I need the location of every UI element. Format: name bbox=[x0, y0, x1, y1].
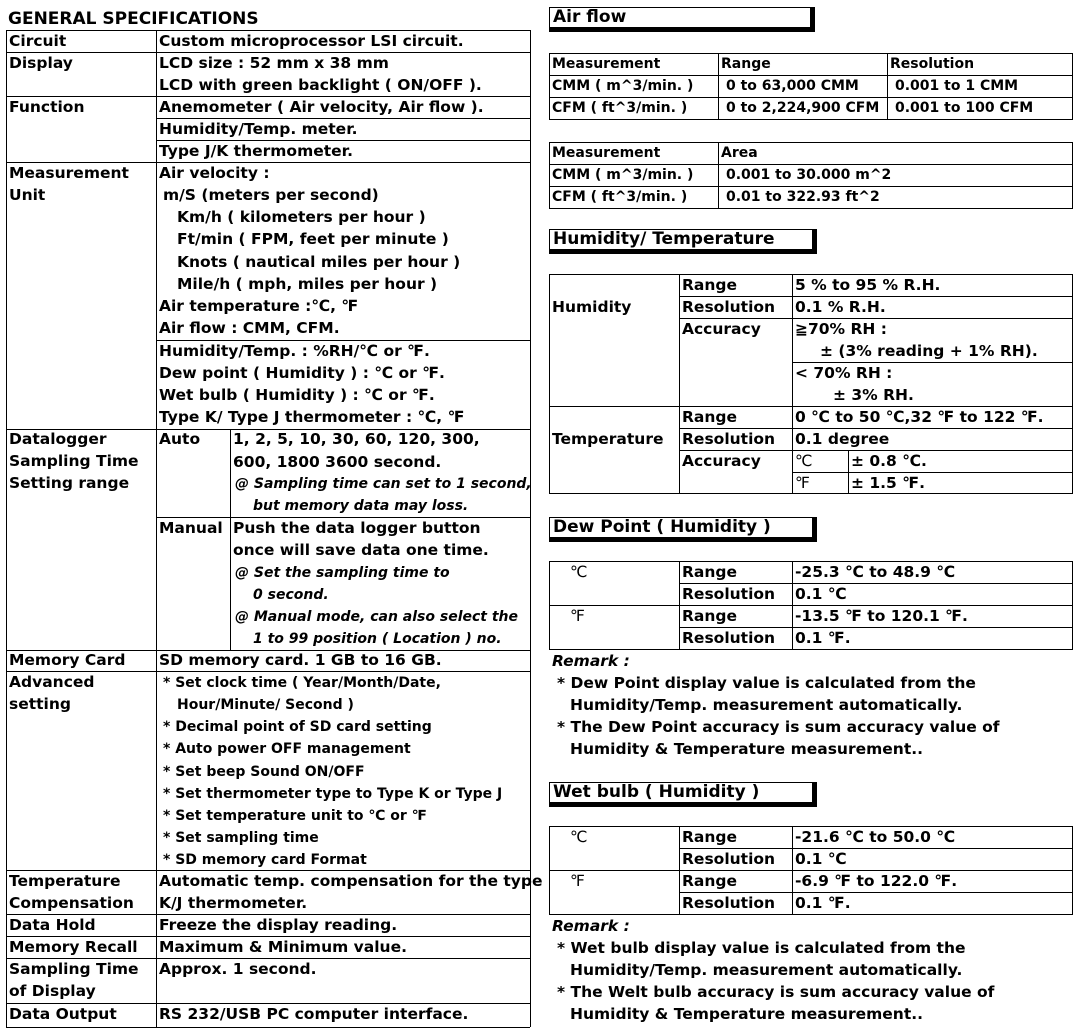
value-unit-6: Mile/h ( mph, miles per hour ) bbox=[177, 275, 438, 293]
wet-f-unit: ℉ bbox=[570, 872, 585, 890]
temperature-acc-f: ± 1.5 ℉. bbox=[851, 474, 925, 492]
value-advanced-8: * Set sampling time bbox=[163, 830, 319, 846]
humidity-acc-1: ≧70% RH : bbox=[795, 320, 887, 338]
humidity-label: Humidity bbox=[552, 298, 632, 316]
cmm-range: 0 to 63,000 CMM bbox=[726, 78, 859, 94]
value-unit-8: Air flow : CMM, CFM. bbox=[159, 319, 340, 337]
wet-remark-3: * The Welt bulb accuracy is sum accuracy value of bbox=[557, 983, 995, 1001]
wet-bulb-header: Wet bulb ( Humidity ) bbox=[549, 782, 817, 807]
label-sampling-time-display: Sampling Time of Display bbox=[9, 960, 139, 1000]
dew-c-range: -25.3 ℃ to 48.9 ℃ bbox=[795, 563, 956, 581]
wet-remark-1: * Wet bulb display value is calculated from the bbox=[557, 939, 966, 957]
general-specs-title: GENERAL SPECIFICATIONS bbox=[8, 9, 259, 29]
datalogger-manual-note-1: @ Set the sampling time to bbox=[235, 565, 450, 581]
cfm-resolution: 0.001 to 100 CFM bbox=[895, 100, 1034, 116]
dew-remark-3: * The Dew Point accuracy is sum accuracy value of bbox=[557, 718, 1000, 736]
value-unit-5: Knots ( nautical miles per hour ) bbox=[177, 253, 461, 271]
dew-c-res-label: Resolution bbox=[682, 585, 776, 603]
wet-remark-2: Humidity/Temp. measurement automatically. bbox=[570, 961, 963, 979]
value-data-hold: Freeze the display reading. bbox=[159, 916, 398, 934]
temperature-acc-c: ± 0.8 ℃. bbox=[851, 452, 927, 470]
value-display-1: LCD size : 52 mm x 38 mm bbox=[159, 54, 389, 72]
value-unit-4: Ft/min ( FPM, feet per minute ) bbox=[177, 230, 449, 248]
wet-remark-title: Remark : bbox=[552, 917, 630, 935]
value-advanced-1: * Set clock time ( Year/Month/Date, bbox=[163, 675, 441, 691]
dew-c-res: 0.1 ℃ bbox=[795, 585, 847, 603]
datalogger-auto-label: Auto bbox=[159, 430, 201, 448]
humidity-temp-header: Humidity/ Temperature bbox=[549, 229, 817, 254]
dew-remark-title: Remark : bbox=[552, 652, 630, 670]
dew-c-unit: ℃ bbox=[570, 563, 588, 581]
humidity-res-label: Resolution bbox=[682, 298, 776, 316]
dew-f-range: -13.5 ℉ to 120.1 ℉. bbox=[795, 607, 968, 625]
col-measurement: Measurement bbox=[552, 56, 661, 72]
wet-f-range: -6.9 ℉ to 122.0 ℉. bbox=[795, 872, 958, 890]
value-display-2: LCD with green backlight ( ON/OFF ). bbox=[159, 76, 482, 94]
datalogger-auto-note-1: @ Sampling time can set to 1 second, bbox=[235, 476, 532, 492]
value-unit-10: Dew point ( Humidity ) : ℃ or ℉. bbox=[159, 364, 445, 382]
dew-remark-2: Humidity/Temp. measurement automatically. bbox=[570, 696, 963, 714]
value-unit-1: Air velocity : bbox=[159, 164, 270, 182]
humidity-acc-4: ± 3% RH. bbox=[833, 386, 914, 404]
temperature-range-label: Range bbox=[682, 408, 738, 426]
datalogger-manual-1: Push the data logger button bbox=[233, 519, 481, 537]
humidity-range-label: Range bbox=[682, 276, 738, 294]
temperature-res-label: Resolution bbox=[682, 430, 776, 448]
dew-f-res: 0.1 ℉. bbox=[795, 629, 851, 647]
label-datalogger: Datalogger Sampling Time Setting range bbox=[9, 430, 139, 492]
wet-f-res-label: Resolution bbox=[682, 894, 776, 912]
area-col-area: Area bbox=[721, 145, 758, 161]
label-memory-recall: Memory Recall bbox=[9, 938, 138, 956]
dew-f-res-label: Resolution bbox=[682, 629, 776, 647]
temperature-range: 0 ℃ to 50 ℃,32 ℉ to 122 ℉. bbox=[795, 408, 1044, 426]
value-function-2: Humidity/Temp. meter. bbox=[159, 120, 358, 138]
area-cmm-label: CMM ( m^3/min. ) bbox=[552, 167, 694, 183]
cfm-range: 0 to 2,224,900 CFM bbox=[726, 100, 880, 116]
col-range: Range bbox=[721, 56, 771, 72]
humidity-acc-label: Accuracy bbox=[682, 320, 761, 338]
temperature-acc-label: Accuracy bbox=[682, 452, 761, 470]
dew-point-header: Dew Point ( Humidity ) bbox=[549, 517, 817, 542]
value-advanced-6: * Set thermometer type to Type K or Type J bbox=[163, 786, 503, 802]
col-resolution: Resolution bbox=[890, 56, 975, 72]
datalogger-auto-1: 1, 2, 5, 10, 30, 60, 120, 300, bbox=[233, 430, 480, 448]
datalogger-manual-2: once will save data one time. bbox=[233, 541, 489, 559]
value-function-1: Anemometer ( Air velocity, Air flow ). bbox=[159, 98, 484, 116]
dew-remark-1: * Dew Point display value is calculated from the bbox=[557, 674, 976, 692]
datalogger-auto-note-2: but memory data may loss. bbox=[253, 498, 469, 514]
datalogger-auto-2: 600, 1800 3600 second. bbox=[233, 453, 442, 471]
wet-c-range: -21.6 ℃ to 50.0 ℃ bbox=[795, 828, 956, 846]
label-memory-card: Memory Card bbox=[9, 651, 126, 669]
air-flow-header: Air flow bbox=[549, 7, 815, 32]
label-data-hold: Data Hold bbox=[9, 916, 96, 934]
wet-f-res: 0.1 ℉. bbox=[795, 894, 851, 912]
value-unit-9: Humidity/Temp. : %RH/℃ or ℉. bbox=[159, 342, 430, 360]
value-unit-3: Km/h ( kilometers per hour ) bbox=[177, 208, 426, 226]
cfm-label: CFM ( ft^3/min. ) bbox=[552, 100, 688, 116]
value-sampling-time: Approx. 1 second. bbox=[159, 960, 317, 978]
datalogger-manual-note-3: @ Manual mode, can also select the bbox=[235, 609, 519, 625]
temperature-acc-c-unit: ℃ bbox=[795, 452, 813, 470]
area-cfm-label: CFM ( ft^3/min. ) bbox=[552, 189, 688, 205]
value-advanced-2: Hour/Minute/ Second ) bbox=[177, 697, 354, 713]
area-cmm-value: 0.001 to 30.000 m^2 bbox=[726, 167, 892, 183]
label-display: Display bbox=[9, 54, 73, 72]
label-temp-compensation: Temperature Compensation bbox=[9, 872, 134, 912]
temperature-label: Temperature bbox=[552, 430, 664, 448]
humidity-acc-2: ± (3% reading + 1% RH). bbox=[820, 342, 1038, 360]
label-circuit: Circuit bbox=[9, 32, 67, 50]
wet-c-res: 0.1 ℃ bbox=[795, 850, 847, 868]
value-data-output: RS 232/USB PC computer interface. bbox=[159, 1005, 469, 1023]
wet-c-res-label: Resolution bbox=[682, 850, 776, 868]
value-unit-11: Wet bulb ( Humidity ) : ℃ or ℉. bbox=[159, 386, 435, 404]
value-unit-12: Type K/ Type J thermometer : ℃, ℉ bbox=[159, 408, 465, 426]
wet-c-unit: ℃ bbox=[570, 828, 588, 846]
cmm-label: CMM ( m^3/min. ) bbox=[552, 78, 694, 94]
dew-remark-4: Humidity & Temperature measurement.. bbox=[570, 740, 924, 758]
wet-remark-4: Humidity & Temperature measurement.. bbox=[570, 1005, 924, 1023]
value-memory-recall: Maximum & Minimum value. bbox=[159, 938, 407, 956]
wet-c-range-label: Range bbox=[682, 828, 738, 846]
value-unit-2: m/S (meters per second) bbox=[163, 186, 379, 204]
datalogger-manual-note-2: 0 second. bbox=[253, 587, 329, 603]
label-data-output: Data Output bbox=[9, 1005, 117, 1023]
dew-c-range-label: Range bbox=[682, 563, 738, 581]
label-function: Function bbox=[9, 98, 85, 116]
value-temp-comp-1: Automatic temp. compensation for the type bbox=[159, 872, 543, 890]
area-cfm-value: 0.01 to 322.93 ft^2 bbox=[726, 189, 880, 205]
value-advanced-7: * Set temperature unit to ℃ or ℉ bbox=[163, 808, 427, 824]
area-col-measurement: Measurement bbox=[552, 145, 661, 161]
humidity-res: 0.1 % R.H. bbox=[795, 298, 886, 316]
value-temp-comp-2: K/J thermometer. bbox=[159, 894, 308, 912]
label-measurement-unit: Measurement Unit bbox=[9, 164, 129, 204]
value-advanced-3: * Decimal point of SD card setting bbox=[163, 719, 432, 735]
dew-f-range-label: Range bbox=[682, 607, 738, 625]
value-memory-card: SD memory card. 1 GB to 16 GB. bbox=[159, 651, 442, 669]
humidity-acc-3: < 70% RH : bbox=[795, 364, 893, 382]
temperature-res: 0.1 degree bbox=[795, 430, 890, 448]
humidity-range: 5 % to 95 % R.H. bbox=[795, 276, 941, 294]
cmm-resolution: 0.001 to 1 CMM bbox=[895, 78, 1019, 94]
dew-f-unit: ℉ bbox=[570, 607, 585, 625]
value-advanced-4: * Auto power OFF management bbox=[163, 741, 411, 757]
value-function-3: Type J/K thermometer. bbox=[159, 142, 353, 160]
value-circuit: Custom microprocessor LSI circuit. bbox=[159, 32, 464, 50]
value-unit-7: Air temperature :℃, ℉ bbox=[159, 297, 359, 315]
value-advanced-5: * Set beep Sound ON/OFF bbox=[163, 764, 365, 780]
datalogger-manual-note-4: 1 to 99 position ( Location ) no. bbox=[253, 631, 502, 647]
wet-f-range-label: Range bbox=[682, 872, 738, 890]
temperature-acc-f-unit: ℉ bbox=[795, 474, 810, 492]
datalogger-manual-label: Manual bbox=[159, 519, 223, 537]
label-advanced-setting: Advanced setting bbox=[9, 673, 95, 713]
value-advanced-9: * SD memory card Format bbox=[163, 852, 367, 868]
